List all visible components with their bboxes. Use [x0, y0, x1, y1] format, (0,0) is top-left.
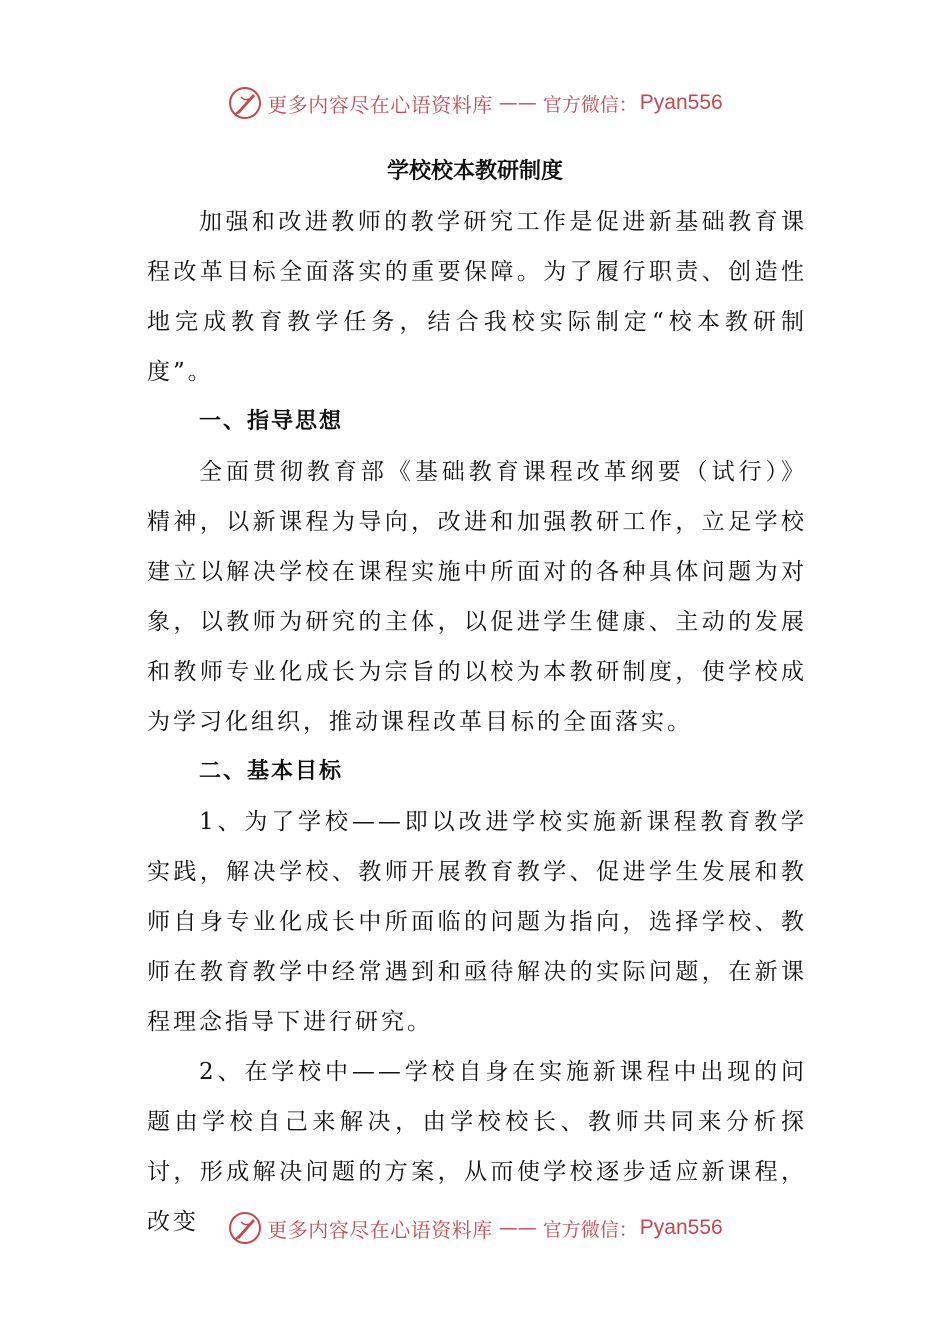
document-body: [147, 197, 807, 1247]
watermark-dash: ——: [498, 92, 537, 114]
goal-item-2: 2、在学校中——学校自身在实施新课程中出现的问题由学校自己来解决，由学校校长、教师共同来分析探讨，形成解决问题的方案，从而使学校逐步适应新课程，改变: [147, 1059, 807, 1235]
section-paragraph-1: 全面贯彻教育部《基础教育课程改革纲要（试行）》精神，以新课程为导向，改进和加强教研工作，立足学校建立以解决学校在课程实施中所面对的各种具体问题为对象，以教师为研究的主体，以促进学生健康、主动的发展和教师专业化成长为宗旨的以校为本教研制度，使学校成为学习化组织，推动课程改革目标的全面落实。: [147, 459, 807, 735]
watermark-label: 官方微信：: [542, 1218, 638, 1241]
watermark-dash: ——: [498, 1217, 537, 1239]
watermark-text: 更多内容尽在心语资料库: [267, 92, 493, 117]
watermark-header: [0, 83, 950, 123]
intro-paragraph: 加强和改进教师的教学研究工作是促进新基础教育课程改革目标全面落实的重要保障。为了履行职责、创造性地完成教育教学任务，结合我校实际制定“校本教研制度”。: [147, 209, 807, 385]
quill-logo-icon: [227, 1210, 263, 1246]
page-title: 学校校本教研制度: [386, 159, 563, 184]
section-heading-1: 一、指导思想: [199, 409, 344, 434]
watermark-id: Pyan556: [639, 1216, 723, 1239]
watermark-footer: [0, 1208, 950, 1248]
goal-item-1: 1、为了学校——即以改进学校实施新课程教育教学实践，解决学校、教师开展教育教学、促进学生发展和教师自身专业化成长中所面临的问题为指向，选择学校、教师在教育教学中经常遇到和亟待解决的实际问题，在新课程理念指导下进行研究。: [147, 809, 807, 1035]
quill-logo-icon: [227, 85, 263, 121]
watermark-text: 更多内容尽在心语资料库: [267, 1217, 493, 1242]
watermark-id: Pyan556: [639, 91, 723, 114]
section-heading-2: 二、基本目标: [199, 759, 344, 784]
watermark-label: 官方微信：: [542, 93, 638, 116]
